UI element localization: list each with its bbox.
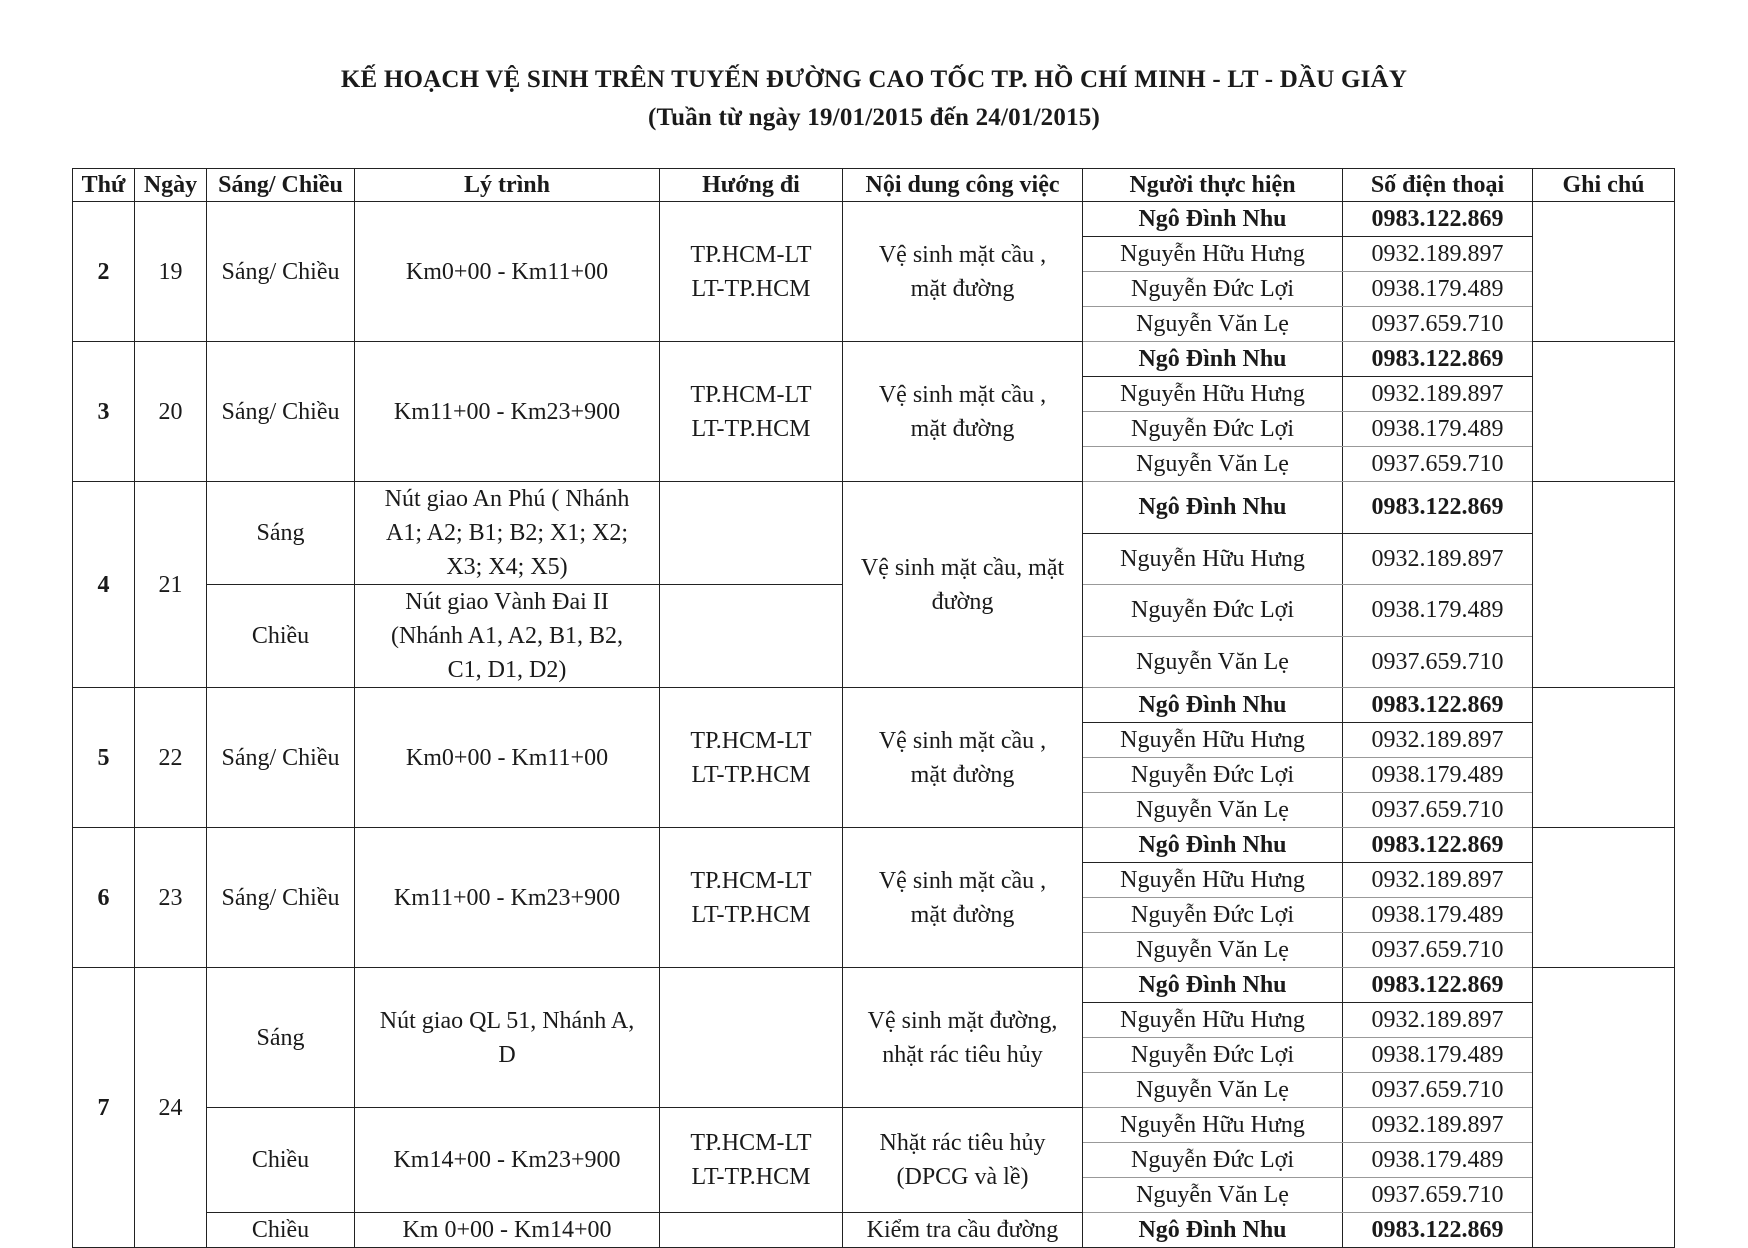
table-row — [73, 828, 1675, 863]
cell-phone: 0937.659.710 — [1343, 307, 1533, 342]
cell-phone: 0937.659.710 — [1343, 933, 1533, 968]
cell-nguoi: Nguyễn Đức Lợi — [1083, 1038, 1343, 1073]
cell-noi-dung: Vệ sinh mặt cầu , mặt đường — [843, 342, 1083, 482]
cell-ghi-chu — [1533, 482, 1675, 688]
cell-phone: 0932.189.897 — [1343, 533, 1533, 585]
cell-nguoi: Ngô Đình Nhu — [1083, 828, 1343, 863]
cell-thu: 2 — [73, 202, 135, 342]
cell-buoi: Chiều — [207, 1213, 355, 1248]
table-row — [73, 1108, 1675, 1143]
cell-phone: 0938.179.489 — [1343, 272, 1533, 307]
cell-huong-di: TP.HCM-LT LT-TP.HCM — [660, 1108, 843, 1213]
cell-nguoi: Ngô Đình Nhu — [1083, 688, 1343, 723]
cell-ghi-chu — [1533, 828, 1675, 968]
cell-noi-dung: Nhặt rác tiêu hủy (DPCG và lề) — [843, 1108, 1083, 1213]
cell-ly-trinh: Km 0+00 - Km14+00 — [355, 1213, 660, 1248]
cell-phone: 0938.179.489 — [1343, 585, 1533, 637]
cell-phone: 0932.189.897 — [1343, 377, 1533, 412]
cell-ghi-chu — [1533, 202, 1675, 342]
cell-thu: 6 — [73, 828, 135, 968]
cell-ghi-chu — [1533, 688, 1675, 828]
table-row — [73, 482, 1675, 534]
cell-noi-dung: Vệ sinh mặt cầu , mặt đường — [843, 202, 1083, 342]
header-ghi-chu: Ghi chú — [1533, 169, 1675, 202]
document-title: KẾ HOẠCH VỆ SINH TRÊN TUYẾN ĐƯỜNG CAO TỐC TP. HỒ CHÍ MINH - LT - DẦU GIÂY — [340, 66, 1408, 93]
cell-nguoi: Nguyễn Đức Lợi — [1083, 898, 1343, 933]
cell-phone: 0937.659.710 — [1343, 1178, 1533, 1213]
cell-thu: 4 — [73, 482, 135, 688]
header-huong-di: Hướng đi — [660, 169, 843, 202]
cell-ngay: 21 — [135, 482, 207, 688]
cell-phone: 0932.189.897 — [1343, 237, 1533, 272]
cell-phone: 0932.189.897 — [1343, 1108, 1533, 1143]
cell-nguoi: Nguyễn Hữu Hưng — [1083, 723, 1343, 758]
cell-phone: 0938.179.489 — [1343, 1038, 1533, 1073]
cell-ngay: 19 — [135, 202, 207, 342]
cell-nguoi: Ngô Đình Nhu — [1083, 202, 1343, 237]
table-row — [73, 688, 1675, 723]
cell-ly-trinh: Km11+00 - Km23+900 — [355, 828, 660, 968]
cell-nguoi: Nguyễn Văn Lẹ — [1083, 933, 1343, 968]
cell-huong-di — [660, 482, 843, 585]
header-thu: Thứ — [73, 169, 135, 202]
cell-nguoi: Nguyễn Đức Lợi — [1083, 272, 1343, 307]
cell-phone: 0932.189.897 — [1343, 1003, 1533, 1038]
cell-buoi: Sáng/ Chiều — [207, 342, 355, 482]
cell-phone: 0937.659.710 — [1343, 1073, 1533, 1108]
cell-phone: 0983.122.869 — [1343, 828, 1533, 863]
cell-noi-dung: Vệ sinh mặt cầu, mặt đường — [843, 482, 1083, 688]
cell-phone: 0937.659.710 — [1343, 447, 1533, 482]
cell-huong-di: TP.HCM-LT LT-TP.HCM — [660, 688, 843, 828]
cell-huong-di: TP.HCM-LT LT-TP.HCM — [660, 828, 843, 968]
cell-buoi: Sáng/ Chiều — [207, 828, 355, 968]
cell-buoi: Chiều — [207, 585, 355, 688]
cell-nguoi: Ngô Đình Nhu — [1083, 968, 1343, 1003]
table-row — [73, 202, 1675, 237]
header-buoi: Sáng/ Chiều — [207, 169, 355, 202]
cell-buoi: Chiều — [207, 1108, 355, 1213]
header-ngay: Ngày — [135, 169, 207, 202]
cell-phone: 0937.659.710 — [1343, 636, 1533, 688]
table-row — [73, 1213, 1675, 1248]
cell-phone: 0932.189.897 — [1343, 863, 1533, 898]
cell-phone: 0938.179.489 — [1343, 898, 1533, 933]
cell-phone: 0938.179.489 — [1343, 412, 1533, 447]
cell-ghi-chu — [1533, 342, 1675, 482]
table-row — [73, 968, 1675, 1003]
cell-ngay: 20 — [135, 342, 207, 482]
cell-nguoi: Nguyễn Hữu Hưng — [1083, 1108, 1343, 1143]
cell-nguoi: Nguyễn Văn Lẹ — [1083, 793, 1343, 828]
cell-ngay: 24 — [135, 968, 207, 1248]
cell-noi-dung: Vệ sinh mặt cầu , mặt đường — [843, 828, 1083, 968]
cell-huong-di: TP.HCM-LT LT-TP.HCM — [660, 202, 843, 342]
cell-thu: 3 — [73, 342, 135, 482]
cell-ngay: 23 — [135, 828, 207, 968]
document-subtitle: (Tuần từ ngày 19/01/2015 đến 24/01/2015) — [647, 104, 1100, 131]
cell-phone: 0938.179.489 — [1343, 1143, 1533, 1178]
cell-thu: 7 — [73, 968, 135, 1248]
cell-phone: 0983.122.869 — [1343, 342, 1533, 377]
cell-buoi: Sáng/ Chiều — [207, 688, 355, 828]
cell-nguoi: Ngô Đình Nhu — [1083, 482, 1343, 534]
cell-huong-di — [660, 968, 843, 1108]
cell-ly-trinh: Km11+00 - Km23+900 — [355, 342, 660, 482]
cell-nguoi: Nguyễn Hữu Hưng — [1083, 1003, 1343, 1038]
cell-phone: 0983.122.869 — [1343, 968, 1533, 1003]
cell-huong-di: TP.HCM-LT LT-TP.HCM — [660, 342, 843, 482]
cell-nguoi: Nguyễn Văn Lẹ — [1083, 307, 1343, 342]
cell-nguoi: Ngô Đình Nhu — [1083, 1213, 1343, 1248]
cell-nguoi: Ngô Đình Nhu — [1083, 342, 1343, 377]
cell-nguoi: Nguyễn Đức Lợi — [1083, 585, 1343, 637]
cell-nguoi: Nguyễn Hữu Hưng — [1083, 237, 1343, 272]
header-row — [73, 169, 1675, 202]
cell-nguoi: Nguyễn Văn Lẹ — [1083, 1073, 1343, 1108]
cell-ghi-chu — [1533, 968, 1675, 1248]
cell-phone: 0938.179.489 — [1343, 758, 1533, 793]
cell-ly-trinh: Nút giao An Phú ( Nhánh A1; A2; B1; B2; X1; X2; X3; X4; X5) — [355, 482, 660, 585]
cell-nguoi: Nguyễn Hữu Hưng — [1083, 863, 1343, 898]
table-row — [73, 342, 1675, 377]
cell-noi-dung: Vệ sinh mặt cầu , mặt đường — [843, 688, 1083, 828]
cell-buoi: Sáng — [207, 482, 355, 585]
cell-nguoi: Nguyễn Đức Lợi — [1083, 1143, 1343, 1178]
cell-ngay: 22 — [135, 688, 207, 828]
cell-phone: 0983.122.869 — [1343, 482, 1533, 534]
cell-ly-trinh: Nút giao QL 51, Nhánh A, D — [355, 968, 660, 1108]
schedule-table — [72, 168, 1675, 1248]
cell-nguoi: Nguyễn Văn Lẹ — [1083, 447, 1343, 482]
cell-noi-dung: Vệ sinh mặt đường, nhặt rác tiêu hủy — [843, 968, 1083, 1108]
cell-nguoi: Nguyễn Hữu Hưng — [1083, 377, 1343, 412]
cell-buoi: Sáng — [207, 968, 355, 1108]
cell-buoi: Sáng/ Chiều — [207, 202, 355, 342]
cell-nguoi: Nguyễn Văn Lẹ — [1083, 636, 1343, 688]
cell-nguoi: Nguyễn Đức Lợi — [1083, 412, 1343, 447]
cell-phone: 0932.189.897 — [1343, 723, 1533, 758]
cell-huong-di — [660, 1213, 843, 1248]
cell-nguoi: Nguyễn Đức Lợi — [1083, 758, 1343, 793]
cell-phone: 0937.659.710 — [1343, 793, 1533, 828]
cell-nguoi: Nguyễn Văn Lẹ — [1083, 1178, 1343, 1213]
cell-ly-trinh: Nút giao Vành Đai II (Nhánh A1, A2, B1, B2, C1, D1, D2) — [355, 585, 660, 688]
cell-ly-trinh: Km0+00 - Km11+00 — [355, 688, 660, 828]
cell-nguoi: Nguyễn Hữu Hưng — [1083, 533, 1343, 585]
cell-phone: 0983.122.869 — [1343, 688, 1533, 723]
cell-thu: 5 — [73, 688, 135, 828]
header-ly-trinh: Lý trình — [355, 169, 660, 202]
header-noi-dung: Nội dung công việc — [843, 169, 1083, 202]
cell-phone: 0983.122.869 — [1343, 1213, 1533, 1248]
cell-huong-di — [660, 585, 843, 688]
cell-noi-dung: Kiểm tra cầu đường — [843, 1213, 1083, 1248]
cell-ly-trinh: Km0+00 - Km11+00 — [355, 202, 660, 342]
header-so-dien-thoai: Số điện thoại — [1343, 169, 1533, 202]
header-nguoi-thuc-hien: Người thực hiện — [1083, 169, 1343, 202]
cell-ly-trinh: Km14+00 - Km23+900 — [355, 1108, 660, 1213]
cell-phone: 0983.122.869 — [1343, 202, 1533, 237]
